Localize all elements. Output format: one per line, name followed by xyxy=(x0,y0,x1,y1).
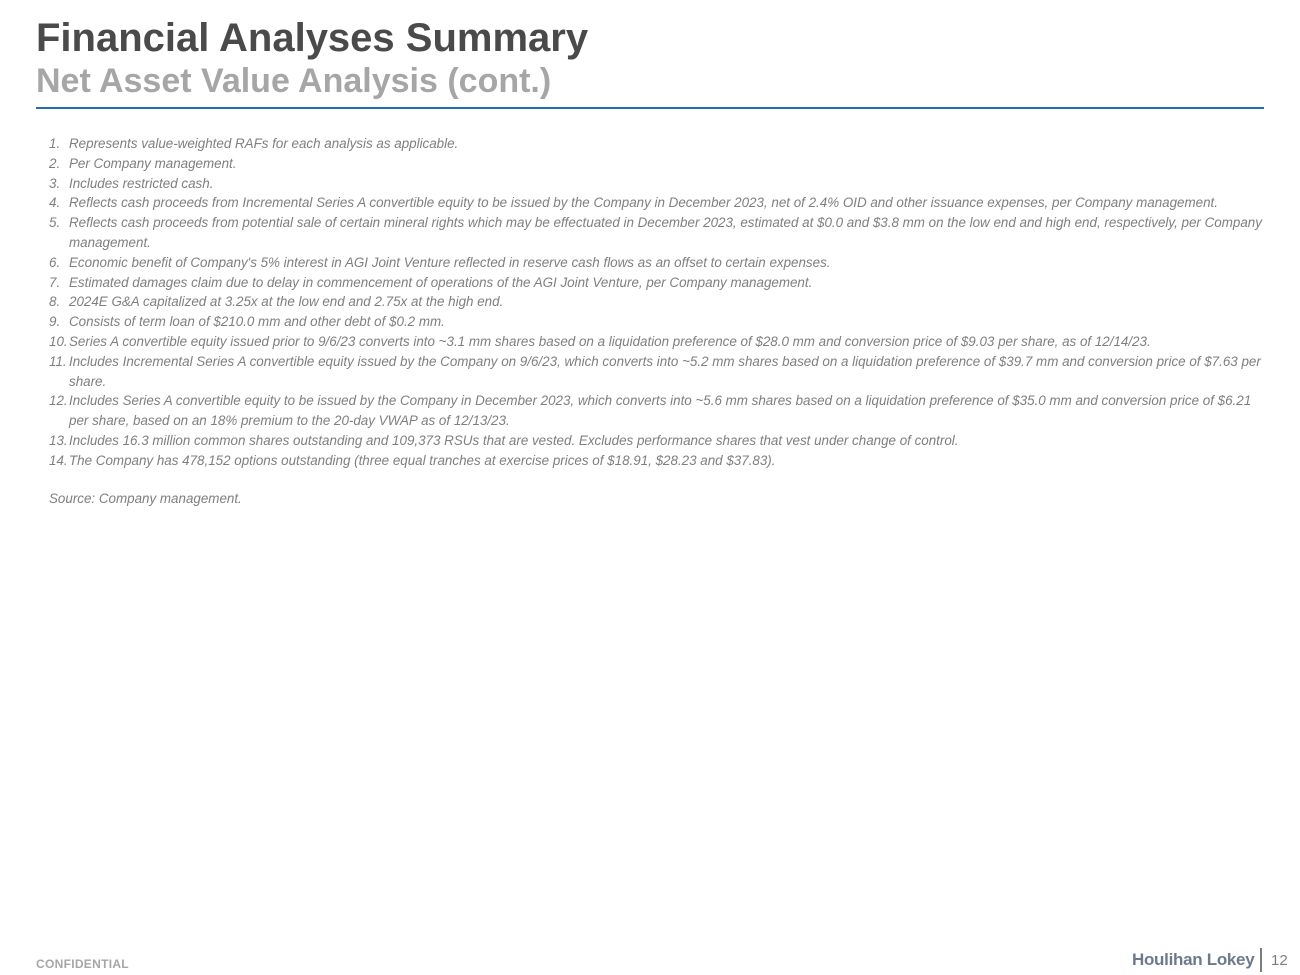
footnote-item xyxy=(49,431,1264,451)
header-divider xyxy=(36,107,1264,109)
confidential-label: CONFIDENTIAL xyxy=(36,957,129,971)
footnote-item xyxy=(49,253,1264,273)
source-note: Source: Company management. xyxy=(49,491,242,506)
footnotes-list xyxy=(49,134,1264,471)
footnote-number: 1. xyxy=(49,136,61,151)
footnote-item xyxy=(49,134,1264,154)
footnote-text: Reflects cash proceeds from Incremental Series A convertible equity to be issued by the Company in December 2023, net of 2.4% OID and other issuance expenses, per Company management. xyxy=(69,195,1218,211)
footnote-item xyxy=(49,213,1264,253)
page-title: Financial Analyses Summary xyxy=(36,16,589,60)
footnote-text: Economic benefit of Company's 5% interest in AGI Joint Venture reflected in reserve cash flows as an offset to certain expenses. xyxy=(69,254,831,270)
brand-logo: Houlihan Lokey xyxy=(1132,950,1255,969)
page-number: 12 xyxy=(1271,952,1288,969)
footnote-number: 9. xyxy=(49,314,61,330)
footnote-item xyxy=(49,312,1264,332)
page-subtitle: Net Asset Value Analysis (cont.) xyxy=(36,62,552,100)
footnote-text: Includes Series A convertible equity to be issued by the Company in December 2023, which converts into ~5.6 mm shares based on a liquidation preference of $35.0 mm and conversion price of $6.21 per share, based on an 18% premium to the 20-day VWAP as of 12/13/23. xyxy=(69,393,1252,429)
footnote-number: 12. xyxy=(49,393,68,409)
footnote-item xyxy=(49,332,1264,352)
footnote-text: Estimated damages claim due to delay in commencement of operations of the AGI Joint Venture, per Company management. xyxy=(69,274,813,290)
footnote-text: Consists of term loan of $210.0 mm and other debt of $0.2 mm. xyxy=(69,314,445,330)
footnote-number: 4. xyxy=(49,195,61,211)
footnote-text: Includes 16.3 million common shares outstanding and 109,373 RSUs that are vested. Excludes performance shares that vest under change of control. xyxy=(69,432,959,448)
footer-divider xyxy=(1260,948,1262,972)
footnote-number: 14. xyxy=(49,452,68,468)
footnote-number: 3. xyxy=(49,175,61,191)
footnote-number: 2. xyxy=(49,155,61,171)
footnote-number: 13. xyxy=(49,432,68,448)
footnote-text: Represents value-weighted RAFs for each analysis as applicable. xyxy=(69,136,459,151)
footnote-number: 11. xyxy=(49,353,67,369)
footnote-text: The Company has 478,152 options outstanding (three equal tranches at exercise prices of $18.91, $28.23 and $37.83). xyxy=(69,452,776,468)
footnote-number: 10. xyxy=(49,333,68,349)
footnote-item xyxy=(49,193,1264,213)
footnote-text: Series A convertible equity issued prior to 9/6/23 converts into ~3.1 mm shares based on a liquidation preference of $28.0 mm and conversion price of $9.03 per share, as of 12/14/23. xyxy=(69,333,1151,349)
footnote-number: 5. xyxy=(49,215,61,231)
footnote-text: Per Company management. xyxy=(69,155,237,171)
footnote-item xyxy=(49,174,1264,194)
footnote-item xyxy=(49,352,1264,392)
footnote-item xyxy=(49,292,1264,312)
footnote-text: Reflects cash proceeds from potential sale of certain mineral rights which may be effectuated in December 2023, estimated at $0.0 and $3.8 mm on the low end and high end, respectively, per Company management. xyxy=(69,215,1262,250)
footnote-item xyxy=(49,451,1264,471)
footnote-text: Includes restricted cash. xyxy=(69,175,214,191)
footnote-text: Includes Incremental Series A convertible equity issued by the Company on 9/6/23, which converts into ~5.2 mm shares based on a liquidation preference of $39.7 mm and conversion price of $7.63 per share. xyxy=(69,353,1261,389)
footnote-number: 7. xyxy=(49,274,61,290)
footnote-number: 8. xyxy=(49,294,61,310)
footnote-item xyxy=(49,391,1264,431)
footnote-item xyxy=(49,154,1264,174)
footnote-item xyxy=(49,273,1264,293)
footnote-number: 6. xyxy=(49,254,61,270)
footnote-text: 2024E G&A capitalized at 3.25x at the low end and 2.75x at the high end. xyxy=(69,294,504,310)
